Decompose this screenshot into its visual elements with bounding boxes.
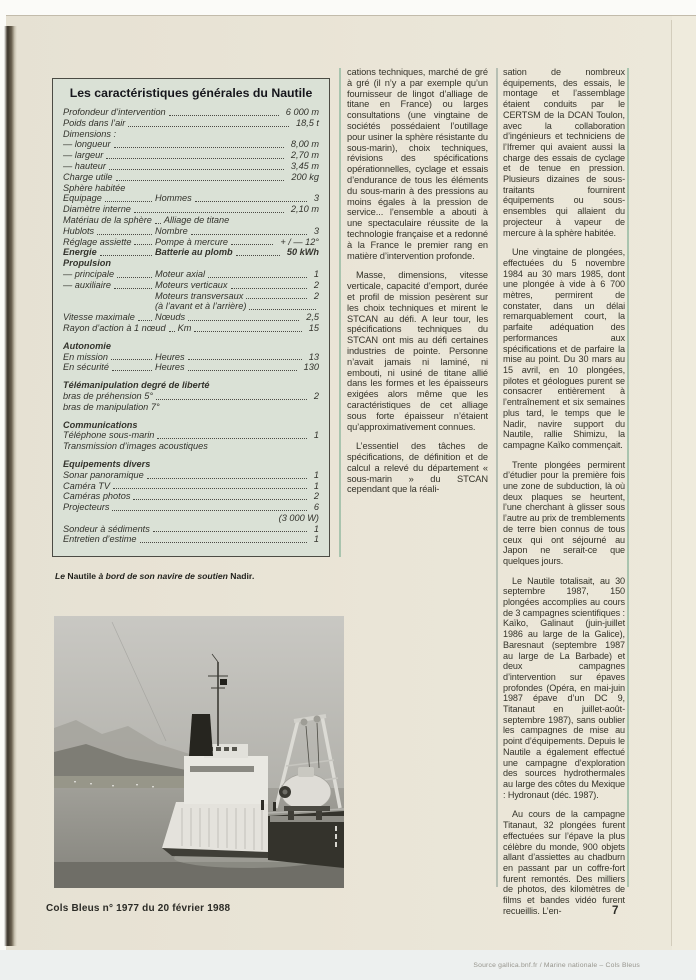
spec-label: Hommes (155, 193, 192, 204)
spec-row (63, 215, 319, 226)
spec-label: Pompe à mercure (155, 236, 229, 247)
spec-row (63, 139, 319, 150)
spec-label: Caméras photos (63, 491, 131, 502)
dot-leader (112, 509, 306, 511)
spec-value: 1 (313, 469, 319, 480)
dot-leader (111, 358, 152, 360)
spec-label: Caméra TV (63, 480, 110, 491)
spec-row (63, 269, 319, 280)
spec-value: 3,45 m (290, 160, 319, 171)
dot-leader (194, 330, 301, 332)
spec-row (63, 441, 319, 452)
article-column-1 (347, 67, 488, 504)
spec-table-rows (63, 107, 319, 545)
spec-row (63, 352, 319, 363)
spec-value: 1 (313, 430, 319, 441)
scanner-bottom-strip (0, 950, 696, 980)
spec-value: 50 kWh (286, 247, 319, 258)
spec-row (63, 301, 319, 312)
spec-middle-cell (155, 226, 310, 237)
spec-row (63, 312, 319, 323)
photo-caption (55, 571, 337, 581)
dot-leader (106, 157, 284, 159)
spec-row (63, 183, 319, 194)
spec-row-spacer (63, 334, 319, 341)
spec-value: 3 (313, 193, 319, 204)
spec-value: 2 (313, 390, 319, 401)
spec-label: En mission (63, 351, 108, 362)
dot-leader (112, 369, 152, 371)
spec-row (63, 470, 319, 481)
spec-label: (à l’avant et à l’arrière) (155, 301, 247, 312)
spec-left-cell (63, 237, 155, 248)
dot-leader (188, 369, 297, 371)
article-paragraph: Au cours de la campagne Titanaut, 32 plongées furent effectuées sur l’épave la plus célèbre du monde, 900 objets allant d’assiettes au chadburn en passant par un coffre-fort furent remontés. Des milliers de photos, des kilomètres de films et bandes vidéo furent recueillis. L’en- (503, 809, 625, 916)
article-paragraph: cations techniques, marché de gré à gré (il n’y a par exemple qu’un fournisseur de lingot d’alliage de titane en France) ou larges consultations (une vingtaine de sociétés possédaient l’outillage pour usiner la sphère résistante du sous-marin), choix techniques, révisions des spécifications opérationnelles, cyclage et essais d’endurance de tous les éléments du sous-marin à des pressions au moins égales à la pression de service... l’ensemble a abouti à une spectaculaire réussite de la technologie française et a redonné à la France le premier rang en matière d’intervention profonde. (347, 67, 488, 261)
spec-left-cell (63, 269, 155, 280)
spec-row (63, 150, 319, 161)
spec-row-spacer (63, 373, 319, 380)
spec-row (63, 172, 319, 183)
spec-middle-cell (155, 247, 283, 258)
spec-row (63, 129, 319, 140)
spec-label: Alliage de titane (163, 214, 230, 225)
dot-leader (236, 254, 280, 256)
spec-label: Equipage (63, 193, 102, 204)
spec-value: + / — 12° (280, 236, 319, 247)
dot-leader (249, 308, 316, 310)
spec-left-cell (63, 226, 155, 237)
spec-label: Moteurs transversaux (155, 290, 244, 301)
spec-left-cell (63, 323, 178, 334)
spec-row (63, 420, 319, 431)
spec-left-cell (63, 352, 155, 363)
page-right-margin (672, 16, 696, 950)
article-paragraph: Trente plongées permirent d’étudier pour la première fois une zone de subduction, là où deux plaques se heurtent, l’une cherchant à glisser sous l’autre au prix de tremblements de terre bien connus de tous ceux qui ont séjourné au Japon ne serait-ce que quelques jours. (503, 459, 625, 566)
column-rule-right (627, 68, 629, 887)
binding-spine-shadow (4, 26, 17, 946)
mast-flag (220, 679, 227, 685)
spec-value: 13 (308, 351, 319, 362)
page-number: 7 (612, 905, 619, 917)
spec-row (63, 291, 319, 302)
spec-row (63, 502, 319, 513)
spec-row (63, 237, 319, 248)
spec-row-spacer (63, 452, 319, 459)
spec-row (63, 280, 319, 291)
dot-leader (109, 168, 284, 170)
spec-label: Energie (63, 247, 97, 258)
spec-label: — largeur (63, 150, 104, 161)
dot-leader (128, 125, 289, 127)
sea-dark-band (54, 862, 344, 888)
spec-label: Heures (155, 351, 185, 362)
spec-left-cell (63, 247, 155, 258)
spec-label: — hauteur (63, 160, 106, 171)
spec-label: Vitesse maximale (63, 312, 135, 323)
spec-label: Propulsion (63, 258, 111, 269)
spec-middle-cell (155, 237, 276, 248)
dot-leader (188, 319, 299, 321)
spec-row (63, 161, 319, 172)
gallica-credit: Source gallica.bnf.fr / Marine nationale – Cols Bleus (473, 962, 640, 969)
article-paragraph: sation de nombreux équipements, des essais, le montage et l’assemblage étaient conduits par le CERTSM de la DCAN Toulon, avec la collaboration d’ingénieurs et techniciens de l’Ifremer qui avaient aussi la charge des essais de cyclage et de tenue en pression. Plusieurs dizaines de sous-traitants fournirent équipements ou sous-ensembles qui allaient du projecteur à vapeur de mercure à la sphère habitée. (503, 67, 625, 238)
spec-value: 1 (313, 534, 319, 545)
spec-middle-cell (155, 193, 310, 204)
spec-middle-cell (155, 312, 302, 323)
spec-value: 2 (313, 491, 319, 502)
spec-left-cell (63, 280, 155, 291)
article-paragraph: Masse, dimensions, vitesse verticale, capacité d’emport, durée et profil de mission pesèrent sur les choix techniques et mirent le STCAN au défi. A leur tour, les spécifications techniques du STCAN ont mis au défi certaines industries de pointe. Personne n’avait jamais ni laminé, ni embouti, ni usiné de titane allié dans les formes et les épaisseurs exigées alors même que les caractéristiques de cet alliage sous forte épaisseur n’étaient qu’approximativement connues. (347, 270, 488, 432)
spec-row (63, 481, 319, 492)
spec-row (63, 193, 319, 204)
spec-label: Moteurs verticaux (155, 279, 228, 290)
spec-row (63, 258, 319, 269)
spec-row (63, 118, 319, 129)
spec-left-cell (63, 312, 155, 323)
spec-label: Rayon d’action à 1 nœud (63, 322, 166, 333)
article-column-2 (503, 67, 625, 925)
spec-label: Sonar panoramique (63, 469, 144, 480)
spec-middle-cell (155, 362, 300, 373)
crew-figure (273, 802, 276, 811)
dot-leader (133, 498, 306, 500)
spec-label: Communications (63, 419, 138, 430)
spec-value: 18,5 t (296, 117, 319, 128)
caption-text: Nadir (230, 571, 253, 581)
dot-leader (231, 287, 307, 289)
spec-middle-cell (155, 301, 319, 312)
caption-text: Le (55, 571, 68, 581)
spec-value: 1 (313, 480, 319, 491)
spec-label: Batterie au plomb (155, 247, 233, 258)
photo-nautile-on-nadir (54, 616, 344, 888)
spec-middle-cell (155, 269, 310, 280)
dot-leader (153, 530, 307, 532)
spec-label: Entretien d’estime (63, 534, 137, 545)
article-paragraph: Une vingtaine de plongées, effectuées du 5 novembre 1984 au 30 mars 1985, dont une plongée à vide à 6 700 mètres, permirent de constater, dans un délai remarquablement court, la parfaite adéquation des performances aux spécifications et de parfaire la mise au point. Du 30 mars au 15 avril, en 10 plongées, pilotes et géologues purent se consacrer entièrement à l’entraînement et six semaines plus tard, le temps que le Nadir, navire support du Nautile, rallie Shimizu, la campagne Kaïko commençait. (503, 247, 625, 450)
spec-value: 1 (313, 523, 319, 534)
spec-row (63, 362, 319, 373)
spec-value: 6 000 m (285, 107, 319, 117)
spec-value: 2,10 m (290, 204, 319, 215)
column-rule-middle (496, 68, 498, 887)
dot-leader (134, 211, 284, 213)
spec-label: bras de manipulation 7° (63, 401, 160, 412)
dot-leader (157, 437, 306, 439)
dot-leader (188, 358, 302, 360)
dot-leader (113, 487, 307, 489)
spec-value: 6 (313, 502, 319, 513)
spec-label: — principale (63, 268, 115, 279)
dot-leader (147, 477, 307, 479)
spec-label: Autonomie (63, 340, 111, 351)
spec-value: 3 (313, 225, 319, 236)
spec-value: 1 (313, 268, 319, 279)
dot-leader (156, 398, 307, 400)
spec-row (63, 380, 319, 391)
spec-label: — auxiliaire (63, 279, 111, 290)
funnel (189, 714, 213, 756)
dot-leader (114, 287, 152, 289)
spec-row-spacer (63, 413, 319, 420)
spec-left-cell (63, 193, 155, 204)
spec-label: — longueur (63, 139, 111, 150)
spec-label: Diamètre interne (63, 204, 131, 215)
spec-label: Sondeur à sédiments (63, 523, 150, 534)
spec-value: 2 (313, 290, 319, 301)
spec-label: Heures (155, 362, 185, 373)
dot-leader (105, 200, 152, 202)
spec-value: 2,70 m (290, 150, 319, 161)
dot-leader (117, 276, 152, 278)
dot-leader (169, 330, 175, 332)
dot-leader (246, 297, 307, 299)
spec-label: Télémanipulation degré de liberté (63, 380, 210, 391)
spec-row (63, 402, 319, 413)
dot-leader (140, 541, 307, 543)
spec-value: 15 (308, 322, 319, 333)
spec-label: Téléphone sous-marin (63, 430, 155, 441)
spec-value: 2 (313, 279, 319, 290)
spec-label: Projecteurs (63, 502, 110, 513)
caption-text: Nautile (67, 571, 97, 581)
caption-text: à bord de son navire de soutien (96, 571, 231, 581)
article-paragraph: L’essentiel des tâches de spécifications, de définition et de calcul a relevé du département « sous-marin » du STCAN cependant que la réali- (347, 441, 488, 495)
spec-label: Matériau de la sphère (63, 214, 152, 225)
article-paragraph: Le Nautile totalisait, au 30 septembre 1987, 150 plongées accomplies au cours de 3 campagnes scientifiques : Kaïko, Galinaut (juin-juillet 1986 au large de la Galice), Baresnaut (septembre 1987 au large de La Barbade) et deux campagnes d’intervention sur épaves profondes (Opéra, en mai-juin 1987 épave d’un DC 9, Titanaut en juillet-août-septembre 1987), sans oublier les campagnes de mise au point d’équipements. Depuis le Nautile a également effectué une campagne d’exploration des sources hydrothermales au large des côtes du Mexique : Hydronaut (déc. 1987). (503, 575, 625, 800)
spec-label: Sphère habitée (63, 182, 126, 193)
spec-value: 130 (303, 362, 319, 373)
spec-row (63, 524, 319, 535)
spec-row (63, 323, 319, 334)
spec-label: Hublots (63, 225, 95, 236)
spec-row (63, 513, 319, 524)
spec-row (63, 204, 319, 215)
spec-row (63, 534, 319, 545)
spec-label: En sécurité (63, 362, 109, 373)
page-edge-line (671, 20, 672, 946)
spec-row (63, 247, 319, 258)
spec-table-title: Les caractéristiques générales du Nautile (69, 86, 313, 100)
spec-label: Charge utile (63, 171, 113, 182)
spec-label: Transmission d’images acoustiques (63, 441, 208, 452)
spec-value: 8,00 m (290, 139, 319, 150)
spec-left-cell (63, 215, 164, 226)
dot-leader (100, 254, 152, 256)
spec-value: 2,5 (306, 312, 319, 323)
dot-leader (191, 233, 307, 235)
spec-left-cell (63, 362, 155, 373)
dot-leader (116, 179, 285, 181)
spec-label: Nœuds (155, 312, 186, 323)
dot-leader (138, 319, 152, 321)
dot-leader (134, 243, 152, 245)
dot-leader (114, 146, 284, 148)
spec-label: Moteur axial (155, 268, 206, 279)
spec-label: Dimensions : (63, 128, 117, 139)
spec-value: 200 kg (291, 171, 319, 182)
dot-leader (231, 243, 273, 245)
column-rule-left (339, 68, 341, 557)
spec-label: bras de préhension 5° (63, 390, 153, 401)
footer-issue: Cols Bleus n° 1977 du 20 février 1988 (46, 903, 231, 914)
spec-table (52, 78, 330, 557)
dot-leader (195, 200, 307, 202)
spec-row (63, 341, 319, 352)
ship-photo-illustration (54, 616, 344, 888)
crew-figure (261, 800, 264, 810)
spec-row (63, 459, 319, 470)
spec-middle-cell (155, 352, 305, 363)
spec-row (63, 491, 319, 502)
dot-leader (97, 233, 152, 235)
spec-value: (3 000 W) (278, 512, 319, 523)
spec-row (63, 226, 319, 237)
spec-row (63, 107, 319, 118)
dot-leader (169, 114, 279, 116)
dot-leader (208, 276, 307, 278)
spec-middle-cell (164, 215, 319, 226)
spec-label: Equipements divers (63, 458, 151, 469)
spec-middle-cell (155, 291, 310, 302)
spec-middle-cell (155, 280, 310, 291)
spec-label: Nombre (155, 225, 188, 236)
spec-label: Profondeur d’intervention (63, 107, 166, 117)
spec-row (63, 391, 319, 402)
spec-label: Poids dans l’air (63, 117, 126, 128)
spec-label: Réglage assiette (63, 236, 132, 247)
spec-middle-cell (178, 323, 305, 334)
dot-leader (155, 222, 161, 224)
caption-text: . (252, 571, 255, 581)
spec-row (63, 430, 319, 441)
spec-label: Km (177, 322, 192, 333)
